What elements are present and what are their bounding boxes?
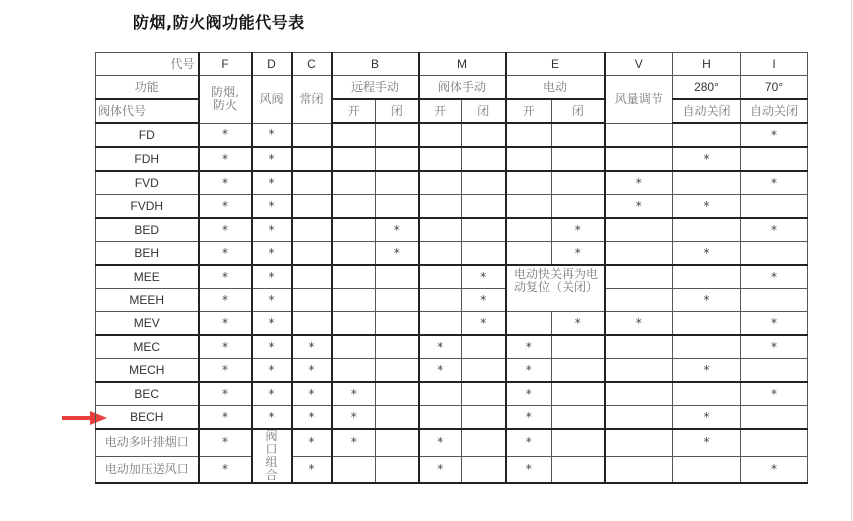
cell-m-open: [419, 123, 462, 147]
cell-h: *: [673, 429, 741, 456]
cell-b-close: [376, 456, 419, 483]
row-code: BEH: [96, 242, 199, 266]
function-M: 阀体手动: [419, 76, 506, 100]
cell-v: *: [605, 171, 673, 195]
cell-e-close: [552, 335, 605, 359]
cell-d: *: [252, 171, 292, 195]
cell-c: [292, 147, 332, 171]
cell-i: *: [741, 265, 808, 289]
cell-e-close: [552, 382, 605, 406]
function-F: 防烟,防火: [199, 76, 252, 124]
cell-e-close: [552, 147, 605, 171]
cell-m-open: [419, 242, 462, 266]
row-code: 电动加压送风口: [96, 456, 199, 483]
cell-f: *: [199, 123, 252, 147]
cell-f: *: [199, 456, 252, 483]
row-code: BECH: [96, 406, 199, 430]
function-E: 电动: [506, 76, 605, 100]
cell-d: *: [252, 123, 292, 147]
cell-m-open: [419, 289, 462, 312]
cell-e-close: [552, 359, 605, 383]
row-code: 电动多叶排烟口: [96, 429, 199, 456]
cell-b-open: [332, 456, 376, 483]
row-code: BED: [96, 218, 199, 242]
table-row: [96, 147, 808, 171]
cell-b-close: *: [376, 242, 419, 266]
cell-c: *: [292, 335, 332, 359]
cell-f: *: [199, 312, 252, 336]
table-row: [96, 123, 808, 147]
cell-f: *: [199, 218, 252, 242]
cell-c: *: [292, 359, 332, 383]
cell-f: *: [199, 265, 252, 289]
cell-c: *: [292, 429, 332, 456]
cell-c: [292, 195, 332, 219]
table-row: [96, 218, 808, 242]
cell-e-close: [552, 406, 605, 430]
cell-f: *: [199, 195, 252, 219]
cell-h: [673, 123, 741, 147]
cell-e-open: [506, 218, 552, 242]
cell-b-open: [332, 289, 376, 312]
row-code: MEC: [96, 335, 199, 359]
cell-b-close: [376, 265, 419, 289]
function-label: 功能: [96, 76, 199, 100]
cell-m-open: *: [419, 359, 462, 383]
cell-e-close: [552, 195, 605, 219]
cell-v: [605, 123, 673, 147]
body-code-label: 阀体代号: [96, 99, 199, 123]
cell-e-close: [552, 123, 605, 147]
cell-i: *: [741, 218, 808, 242]
cell-b-close: [376, 359, 419, 383]
function-code-table: [95, 52, 808, 484]
cell-c: [292, 242, 332, 266]
sub-M-open: 开: [419, 99, 462, 123]
cell-f: *: [199, 242, 252, 266]
cell-i: [741, 359, 808, 383]
e-reset-note: 电动快关再为电动复位（关闭）: [506, 265, 605, 312]
cell-e-close: [552, 456, 605, 483]
code-V: V: [605, 53, 673, 76]
cell-m-open: [419, 218, 462, 242]
table-row: [96, 406, 808, 430]
cell-e-open: [506, 195, 552, 219]
cell-v: [605, 406, 673, 430]
cell-b-open: *: [332, 406, 376, 430]
cell-m-close: [462, 359, 506, 383]
cell-i: *: [741, 123, 808, 147]
cell-i: *: [741, 171, 808, 195]
cell-e-close: *: [552, 312, 605, 336]
header-row-codes: [96, 53, 808, 76]
cell-i: [741, 406, 808, 430]
cell-m-close: [462, 147, 506, 171]
cell-m-close: [462, 195, 506, 219]
row-code: MEE: [96, 265, 199, 289]
sub-H-auto-close: 自动关闭: [673, 99, 741, 123]
function-B: 远程手动: [332, 76, 419, 100]
cell-h: [673, 171, 741, 195]
cell-f: *: [199, 335, 252, 359]
code-M: M: [419, 53, 506, 76]
cell-m-open: [419, 147, 462, 171]
cell-b-open: *: [332, 429, 376, 456]
cell-f: *: [199, 359, 252, 383]
cell-b-open: [332, 242, 376, 266]
row-code: BEC: [96, 382, 199, 406]
cell-b-close: [376, 335, 419, 359]
cell-d: *: [252, 335, 292, 359]
cell-m-close: [462, 242, 506, 266]
cell-m-close: [462, 456, 506, 483]
table-row: [96, 429, 808, 456]
cell-h: [673, 265, 741, 289]
cell-e-open: *: [506, 456, 552, 483]
table-row: [96, 265, 808, 289]
cell-d: *: [252, 312, 292, 336]
cell-e-open: *: [506, 382, 552, 406]
cell-v: [605, 359, 673, 383]
cell-m-close: [462, 218, 506, 242]
cell-d: *: [252, 242, 292, 266]
cell-h: [673, 382, 741, 406]
table-row: [96, 312, 808, 336]
cell-i: *: [741, 335, 808, 359]
code-H: H: [673, 53, 741, 76]
cell-e-open: *: [506, 335, 552, 359]
cell-v: [605, 265, 673, 289]
cell-h: *: [673, 289, 741, 312]
cell-b-open: *: [332, 382, 376, 406]
cell-d: *: [252, 359, 292, 383]
cell-m-open: *: [419, 456, 462, 483]
cell-b-open: [332, 218, 376, 242]
cell-h: [673, 456, 741, 483]
cell-c: [292, 123, 332, 147]
cell-b-close: [376, 147, 419, 171]
cell-f: *: [199, 171, 252, 195]
cell-m-open: *: [419, 429, 462, 456]
cell-c: [292, 312, 332, 336]
cell-m-close: *: [462, 265, 506, 289]
cell-d: *: [252, 147, 292, 171]
cell-b-open: [332, 265, 376, 289]
cell-i: *: [741, 382, 808, 406]
cell-h: *: [673, 147, 741, 171]
cell-h: [673, 218, 741, 242]
cell-c: [292, 289, 332, 312]
cell-b-open: [332, 171, 376, 195]
cell-b-close: [376, 195, 419, 219]
cell-b-close: [376, 312, 419, 336]
page-title: 防烟,防火阀功能代号表: [133, 13, 305, 32]
cell-e-open: *: [506, 406, 552, 430]
cell-m-close: [462, 171, 506, 195]
cell-d: *: [252, 289, 292, 312]
cell-c: *: [292, 382, 332, 406]
cell-v: [605, 218, 673, 242]
cell-b-close: [376, 289, 419, 312]
code-D: D: [252, 53, 292, 76]
cell-e-open: [506, 123, 552, 147]
function-H: 280°: [673, 76, 741, 100]
row-code: MEV: [96, 312, 199, 336]
cell-m-open: [419, 171, 462, 195]
cell-f: *: [199, 382, 252, 406]
cell-v: *: [605, 195, 673, 219]
cell-m-close: [462, 382, 506, 406]
cell-e-open: *: [506, 429, 552, 456]
cell-i: [741, 429, 808, 456]
code-label: 代号: [96, 53, 199, 76]
cell-b-open: [332, 312, 376, 336]
cell-i: [741, 147, 808, 171]
sub-E-open: 开: [506, 99, 552, 123]
cell-m-open: [419, 312, 462, 336]
cell-h: *: [673, 406, 741, 430]
cell-m-open: [419, 406, 462, 430]
cell-v: [605, 242, 673, 266]
function-D: 风阀: [252, 76, 292, 124]
valve-combo-note: 阀口组合: [252, 429, 292, 483]
cell-h: *: [673, 195, 741, 219]
cell-v: *: [605, 312, 673, 336]
cell-i: [741, 289, 808, 312]
cell-v: [605, 335, 673, 359]
table-row: [96, 335, 808, 359]
cell-m-close: [462, 429, 506, 456]
cell-m-close: *: [462, 289, 506, 312]
cell-c: *: [292, 406, 332, 430]
cell-m-open: [419, 265, 462, 289]
cell-i: [741, 242, 808, 266]
sub-B-close: 闭: [376, 99, 419, 123]
sub-E-close: 闭: [552, 99, 605, 123]
cell-h: *: [673, 242, 741, 266]
cell-d: *: [252, 265, 292, 289]
sub-M-close: 闭: [462, 99, 506, 123]
cell-v: [605, 147, 673, 171]
cell-m-open: [419, 382, 462, 406]
code-B: B: [332, 53, 419, 76]
cell-e-open: [506, 242, 552, 266]
cell-e-open: [506, 147, 552, 171]
row-code: FVD: [96, 171, 199, 195]
cell-b-open: [332, 359, 376, 383]
cell-e-open: [506, 171, 552, 195]
code-C: C: [292, 53, 332, 76]
row-code: MECH: [96, 359, 199, 383]
cell-e-open: [506, 312, 552, 336]
cell-f: *: [199, 429, 252, 456]
cell-h: [673, 335, 741, 359]
header-row-functions: [96, 76, 808, 100]
cell-h: *: [673, 359, 741, 383]
sub-B-open: 开: [332, 99, 376, 123]
cell-b-close: [376, 123, 419, 147]
code-I: I: [741, 53, 808, 76]
cell-c: [292, 171, 332, 195]
row-code: FDH: [96, 147, 199, 171]
cell-m-close: *: [462, 312, 506, 336]
function-C: 常闭: [292, 76, 332, 124]
cell-e-close: [552, 171, 605, 195]
cell-m-close: [462, 123, 506, 147]
cell-e-close: *: [552, 242, 605, 266]
cell-e-open: *: [506, 359, 552, 383]
cell-f: *: [199, 289, 252, 312]
page-edge-divider: [851, 0, 852, 521]
cell-d: *: [252, 218, 292, 242]
table-row: [96, 289, 808, 312]
cell-i: *: [741, 312, 808, 336]
cell-f: *: [199, 406, 252, 430]
function-I: 70°: [741, 76, 808, 100]
cell-f: *: [199, 147, 252, 171]
table-row: [96, 171, 808, 195]
cell-b-open: [332, 335, 376, 359]
cell-b-close: [376, 429, 419, 456]
cell-m-close: [462, 406, 506, 430]
cell-v: [605, 456, 673, 483]
cell-i: [741, 195, 808, 219]
table-row: [96, 195, 808, 219]
cell-m-open: *: [419, 335, 462, 359]
cell-m-close: [462, 335, 506, 359]
cell-b-close: *: [376, 218, 419, 242]
row-code: FVDH: [96, 195, 199, 219]
cell-e-close: *: [552, 218, 605, 242]
cell-d: *: [252, 382, 292, 406]
row-code: FD: [96, 123, 199, 147]
cell-d: *: [252, 195, 292, 219]
cell-b-open: [332, 147, 376, 171]
cell-h: [673, 312, 741, 336]
table-row: [96, 359, 808, 383]
cell-b-open: [332, 123, 376, 147]
cell-b-open: [332, 195, 376, 219]
cell-e-close: [552, 429, 605, 456]
cell-v: [605, 289, 673, 312]
cell-c: [292, 218, 332, 242]
sub-I-auto-close: 自动关闭: [741, 99, 808, 123]
cell-b-close: [376, 382, 419, 406]
cell-b-close: [376, 171, 419, 195]
cell-v: [605, 382, 673, 406]
function-V: 风量调节: [605, 76, 673, 124]
cell-c: *: [292, 456, 332, 483]
table-row: [96, 382, 808, 406]
row-code: MEEH: [96, 289, 199, 312]
cell-d: *: [252, 406, 292, 430]
cell-m-open: [419, 195, 462, 219]
cell-c: [292, 265, 332, 289]
table-row: [96, 242, 808, 266]
code-F: F: [199, 53, 252, 76]
code-E: E: [506, 53, 605, 76]
cell-b-close: [376, 406, 419, 430]
table-row: [96, 456, 808, 483]
cell-v: [605, 429, 673, 456]
cell-i: *: [741, 456, 808, 483]
